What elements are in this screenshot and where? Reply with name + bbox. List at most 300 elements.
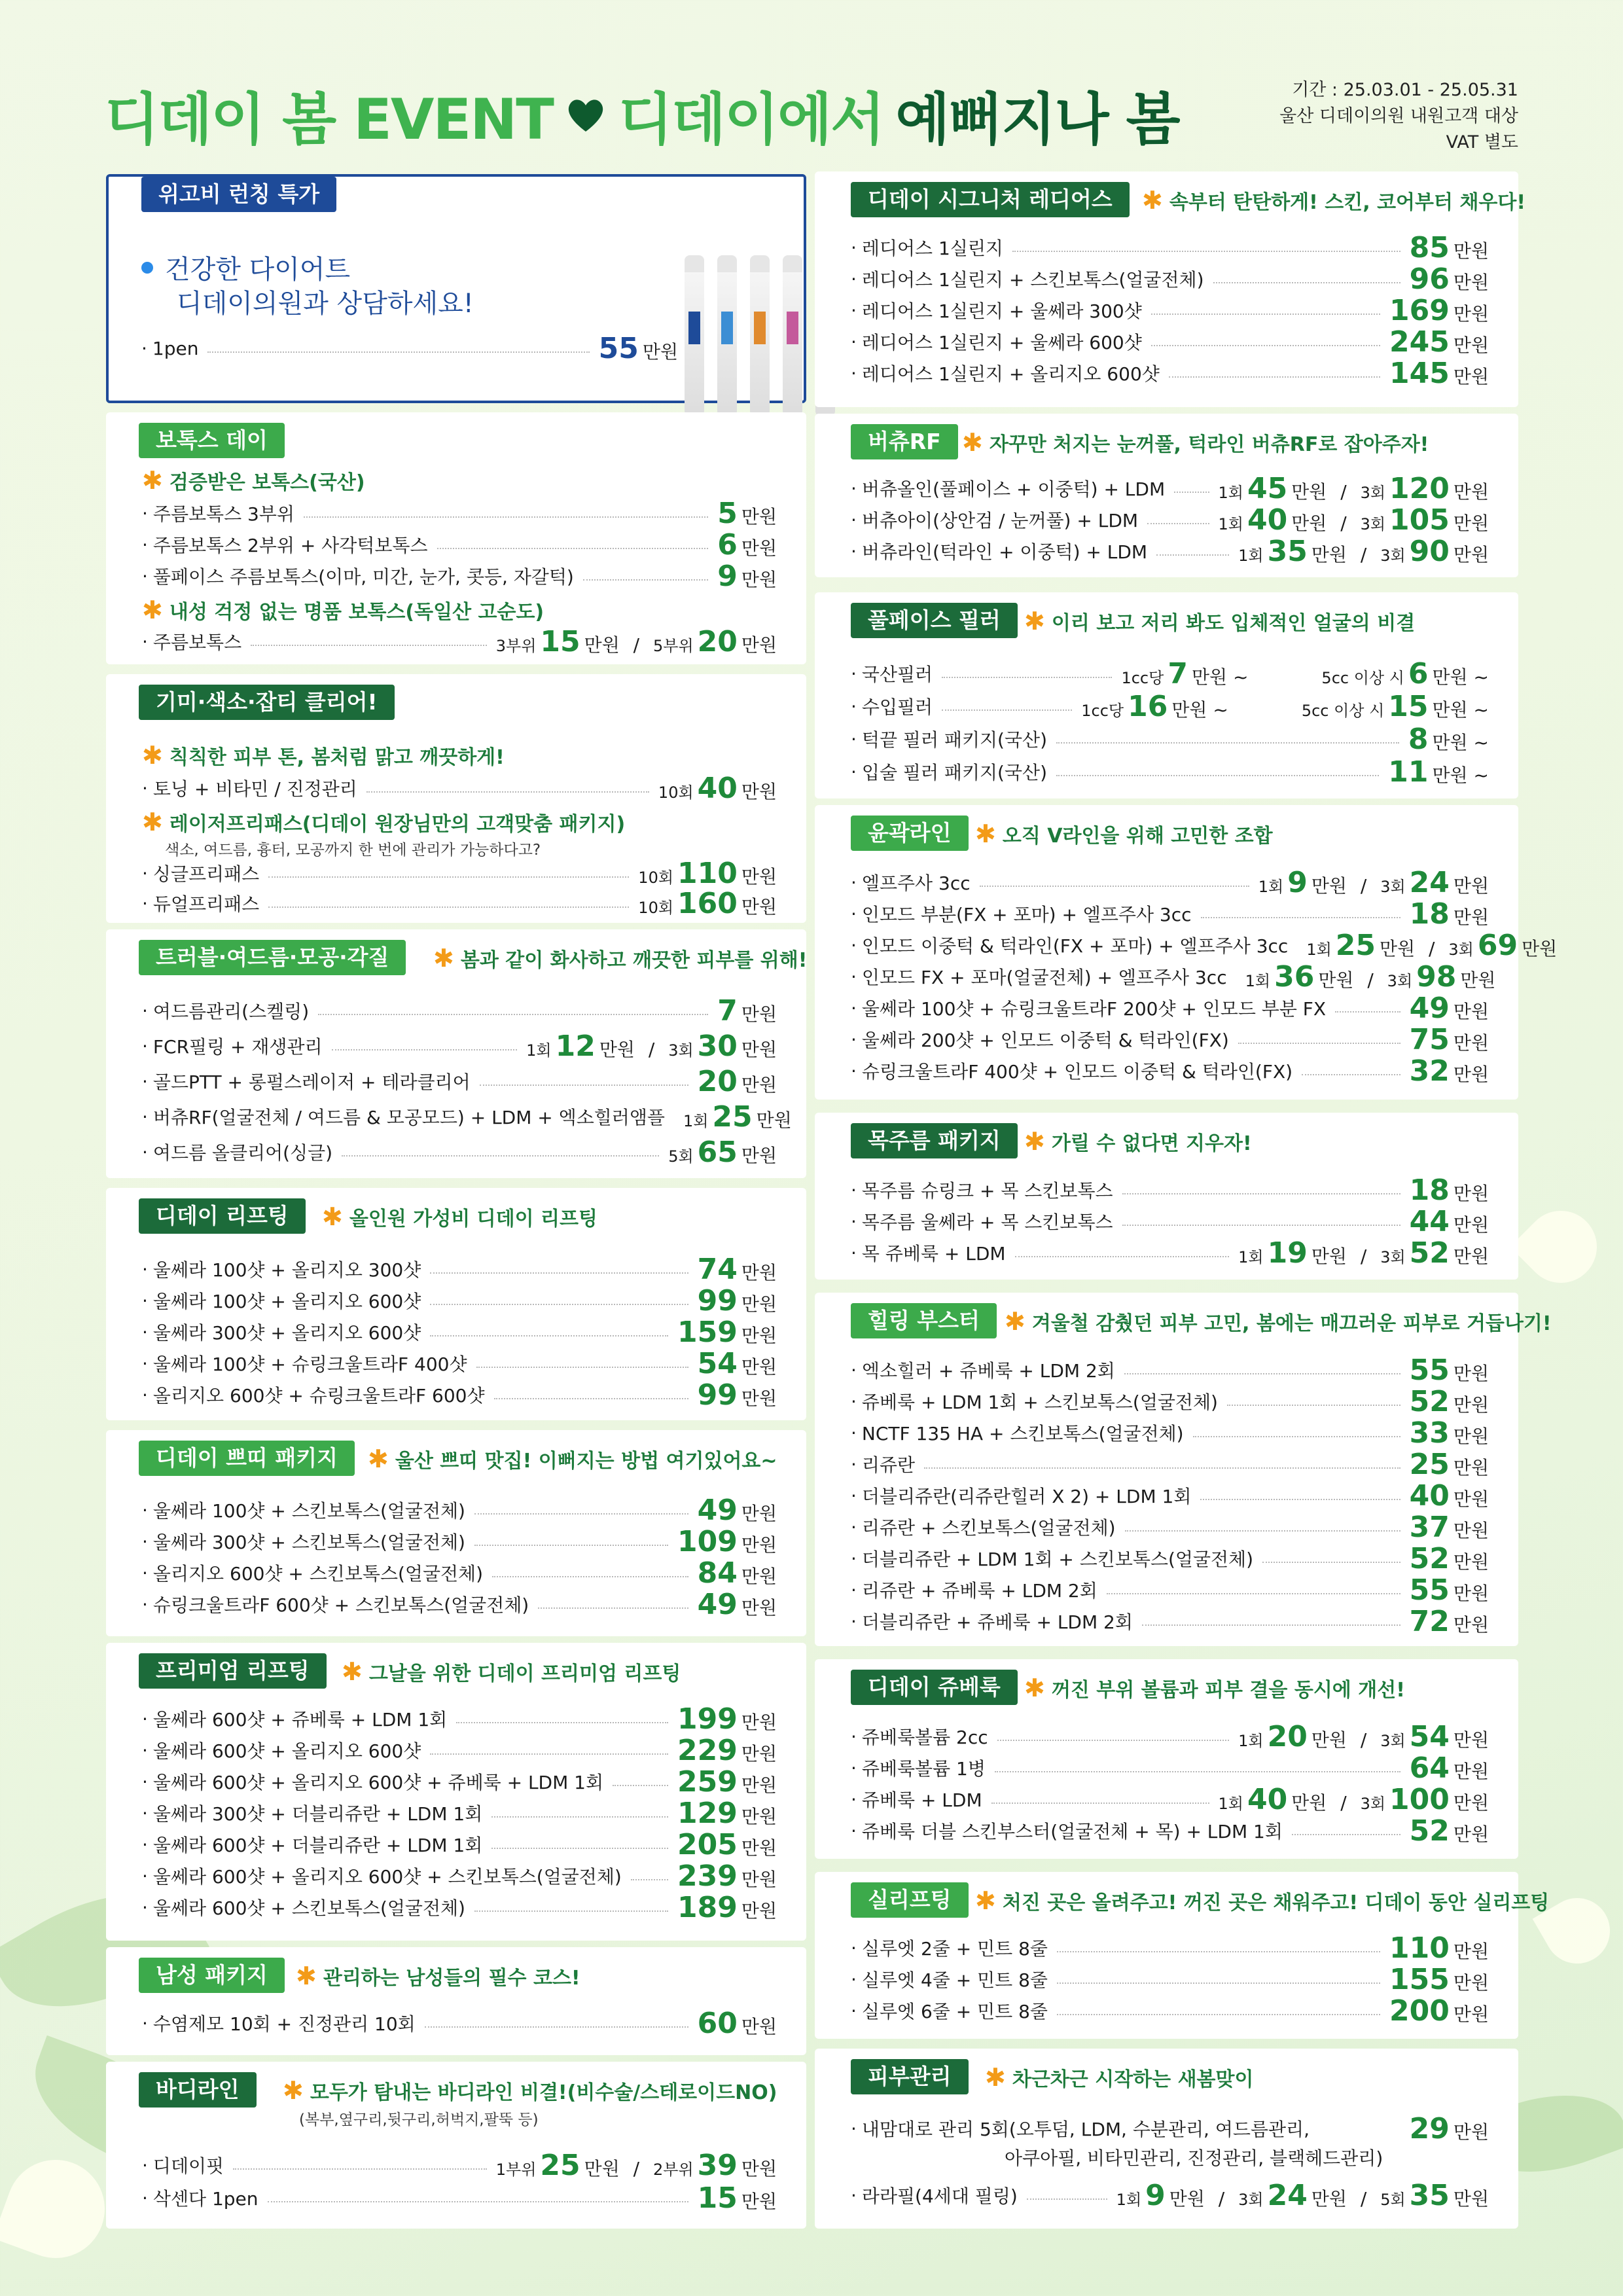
price-unit: / [1360, 1245, 1367, 1267]
juvelook-panel [815, 1659, 1518, 1859]
trouble-header: 트러블·여드름·모공·각질 [139, 940, 406, 975]
price-unit [624, 634, 630, 656]
star-icon: ✱ [975, 819, 996, 848]
pretty-panel [106, 1430, 806, 1636]
leader-dots [924, 1467, 1400, 1469]
period-dates: 기간 : 25.03.01 - 25.05.31 [1292, 80, 1518, 100]
price-value: 245 [1389, 325, 1450, 359]
healing-sub [1005, 1307, 1552, 1336]
leader-dots [1124, 1373, 1400, 1374]
price-group [677, 1525, 777, 1558]
item-name: 턱끝 필러 패키지(국산) [861, 729, 1047, 751]
text: 레이저프리패스(디데이 원장님만의 고객맞춤 패키지) [169, 813, 626, 836]
lifting-panel [106, 1188, 806, 1420]
bullet: · [851, 1579, 857, 1601]
premium-header: 프리미엄 리프팅 [139, 1653, 327, 1689]
price-value: 129 [677, 1796, 738, 1830]
price-value: 229 [677, 1733, 738, 1767]
price-option: 3회 [1380, 1731, 1406, 1750]
item-name: 쥬베룩 + LDM 1회 + 스킨보톡스(얼굴전체) [861, 1391, 1218, 1413]
bullet: · [142, 1035, 148, 1057]
thread-item [851, 1932, 1489, 1964]
healing-item [851, 1574, 1489, 1605]
price-unit: 만원 [1453, 1213, 1489, 1236]
wegovy-line1: 건강한 다이어트 [165, 255, 351, 285]
price-unit: 만원 [741, 1502, 777, 1524]
price-option: 1cc당 [1121, 668, 1164, 687]
price-unit: 만원 [1453, 1519, 1489, 1541]
leader-dots [1057, 1982, 1380, 1984]
price-value: 65 [697, 1135, 738, 1169]
price-group [698, 2181, 777, 2215]
price-value: 200 [1389, 1994, 1450, 2028]
bullet: · [851, 1060, 857, 1082]
bullet: · [851, 1547, 857, 1570]
price-option: 3회 [1238, 2190, 1264, 2209]
price-unit [1370, 1246, 1376, 1267]
price-value: 99 [697, 1378, 738, 1412]
text: 봄과 같이 화사하고 깨끗한 피부를 위해! [460, 949, 808, 972]
price-unit [1370, 875, 1376, 897]
price-unit: 만원 [1460, 969, 1496, 991]
thread-panel [815, 1872, 1550, 2039]
price-unit [1351, 1792, 1357, 1814]
neck-item [851, 1237, 1489, 1268]
item-name: 울쎄라 600샷 + 스킨보톡스(얼굴전체) [152, 1897, 465, 1919]
price-unit [624, 2158, 630, 2179]
text: 그날을 위한 디데이 프리미엄 리프팅 [368, 1662, 681, 1685]
text: 차근차근 시작하는 새봄맞이 [1012, 2068, 1254, 2091]
bullet: · [851, 871, 857, 893]
bullet: · [141, 337, 147, 359]
price-group [1410, 1751, 1489, 1785]
title-part3: 예뻐지나 봄 [895, 87, 1179, 152]
leader-dots [456, 1722, 668, 1723]
thread-item [851, 1995, 1489, 2026]
leader-dots [1238, 1043, 1400, 1044]
price-unit: 만원 [1453, 334, 1489, 356]
price-value: 40 [1247, 1782, 1288, 1816]
item-name: 올리지오 600샷 + 슈링크울트라F 600샷 [152, 1385, 485, 1407]
item-name: 실루엣 2줄 + 민트 8줄 [861, 1938, 1048, 1960]
price-value: 9 [717, 559, 738, 593]
price-unit: 만원 ~ [1432, 764, 1489, 786]
leader-dots [1122, 1225, 1400, 1226]
contour-sub [975, 819, 1273, 848]
item-name: 국산필러 [861, 664, 933, 685]
radiesse-panel [815, 171, 1526, 407]
wegovy-item [141, 332, 678, 364]
price-value: 8 [1408, 722, 1429, 756]
price-unit: / [1360, 1729, 1367, 1751]
spot-sub1 [142, 741, 505, 770]
botox-panel [106, 412, 806, 664]
bullet: · [142, 2154, 148, 2176]
price-group [698, 1284, 777, 1318]
price-unit [1330, 481, 1336, 503]
contour-header: 윤곽라인 [851, 816, 969, 851]
neck-item [851, 1174, 1489, 1206]
item-name: 울쎄라 100샷 + 스킨보톡스(얼굴전체) [152, 1500, 465, 1522]
price-value: 105 [1389, 503, 1450, 537]
star-icon: ✱ [142, 808, 163, 836]
price-value: 160 [677, 886, 738, 920]
leader-dots [207, 351, 589, 353]
bullet: · [851, 1725, 857, 1748]
bullet: · [851, 1242, 857, 1264]
item-name: 울쎄라 100샷 + 올리지오 300샷 [152, 1259, 421, 1281]
bullet: · [851, 1484, 857, 1507]
bullet: · [142, 502, 148, 524]
price-unit: 만원 [741, 1899, 777, 1922]
price-value: 35 [1267, 534, 1308, 568]
leader-dots [268, 2201, 688, 2202]
contour-item [851, 1055, 1489, 1086]
item-name: 주름보톡스 2부위 + 사각턱보톡스 [152, 535, 428, 556]
price-value: 52 [1409, 1541, 1450, 1575]
bullet: · [142, 862, 148, 884]
item-name: 싱글프리패스 [152, 863, 260, 885]
bullet: · [142, 1105, 148, 1128]
period-vat: VAT 별도 [1446, 132, 1518, 152]
star-icon: ✱ [975, 1886, 996, 1915]
price-value: 60 [697, 2006, 738, 2040]
item-name: 레디어스 1실린지 [861, 238, 1003, 259]
item-name: 슈링크울트라F 400샷 + 인모드 이중턱 & 턱라인(FX) [861, 1061, 1293, 1083]
price-unit: 만원 [1453, 2187, 1489, 2210]
bullet: · [851, 1453, 857, 1475]
title-part2: 디데이에서 [618, 87, 884, 152]
leader-dots [476, 1367, 688, 1368]
price-unit [1330, 1792, 1336, 1814]
price-group [1410, 897, 1489, 931]
price-value: 52 [1409, 1384, 1450, 1418]
price-value: 239 [677, 1859, 738, 1893]
price-value: 199 [677, 1702, 738, 1736]
virtue-panel [815, 414, 1518, 577]
price-unit: 만원 [741, 1293, 777, 1315]
price-unit: 만원 [1453, 1393, 1489, 1416]
trouble-item [142, 1136, 777, 1168]
star-icon: ✱ [433, 944, 454, 973]
item-name: 울쎄라 100샷 + 올리지오 600샷 [152, 1291, 421, 1312]
virtue-item [851, 535, 1489, 567]
price-unit: 만원 [741, 895, 777, 918]
pen-image [783, 255, 802, 416]
premium-item [142, 1766, 777, 1797]
neck-item [851, 1206, 1489, 1237]
price-unit: 만원 [741, 1324, 777, 1346]
price-value: 74 [697, 1252, 738, 1286]
price-group [1306, 929, 1557, 962]
price-group [1410, 1814, 1489, 1848]
price-value: 120 [1389, 471, 1450, 505]
bullet: · [142, 1739, 148, 1761]
item-name: 버츄RF(얼굴전체 / 여드름 & 모공모드) + LDM + 엑소힐러앰플 [152, 1107, 665, 1128]
leader-dots [1227, 1405, 1400, 1406]
price-value: 12 [555, 1029, 596, 1063]
price-group [698, 1253, 777, 1286]
premium-item [142, 1892, 777, 1923]
price-unit: 만원 [741, 1837, 777, 1859]
juvelook-sub [1024, 1674, 1405, 1702]
item-name: 리쥬란 + 쥬베룩 + LDM 2회 [861, 1580, 1097, 1602]
price-group [1410, 1542, 1489, 1575]
title-part1: 디데이 봄 EVENT [105, 87, 553, 152]
radiesse-item [851, 326, 1489, 357]
price-value: 49 [697, 1493, 738, 1527]
price-option: 5부위 [653, 636, 694, 655]
contour-item [851, 992, 1489, 1024]
body-header: 바디라인 [139, 2072, 257, 2108]
item-name: 주름보톡스 3부위 [152, 503, 294, 525]
healing-item [851, 1448, 1489, 1480]
price-value: 15 [697, 2181, 738, 2215]
price-unit [643, 2158, 649, 2179]
price-value: 40 [697, 771, 738, 805]
price-value: 159 [677, 1315, 738, 1349]
price-unit: / [1367, 969, 1374, 991]
trouble-item [142, 995, 777, 1026]
price-unit: / [1360, 2187, 1367, 2210]
price-option: 2부위 [653, 2160, 694, 2179]
price-option: 1회 [1218, 1794, 1243, 1813]
lifting-item [142, 1348, 777, 1379]
price-unit: 만원 [1453, 1031, 1489, 1054]
price-option: 3회 [1360, 483, 1386, 502]
price-group [698, 1588, 777, 1621]
leader-dots [251, 645, 487, 646]
price-unit: 만원 [642, 340, 678, 363]
spot-header: 기미·색소·잡티 클리어! [139, 685, 395, 720]
price-option: 10회 [638, 868, 674, 887]
price-value: 35 [1409, 2178, 1450, 2212]
item-name: 더블리쥬란 + LDM 1회 + 스킨보톡스(얼굴전체) [861, 1549, 1254, 1570]
item-name: 인모드 FX + 포마(얼굴전체) + 엘프주사 3cc [861, 967, 1227, 988]
price-value: 52 [1409, 1814, 1450, 1848]
botox-item [142, 560, 777, 592]
price-unit [1351, 2188, 1357, 2210]
item-name: 여드름 올클리어(싱글) [152, 1142, 333, 1164]
price-value: 32 [1409, 1054, 1450, 1088]
leader-dots [583, 579, 708, 581]
item-name: 라라필(4세대 필링) [861, 2185, 1018, 2207]
leader-dots [430, 1335, 668, 1336]
price-option: 1회 [1238, 546, 1264, 565]
price-value: 55 [1409, 1573, 1450, 1607]
lifting-header: 디데이 리프팅 [139, 1198, 306, 1234]
price-group [1219, 503, 1489, 537]
contour-item [851, 898, 1489, 929]
price-group [1081, 690, 1489, 723]
bullet: · [851, 362, 857, 384]
leader-dots [268, 906, 629, 908]
bullet: · [142, 1593, 148, 1615]
contour-panel [815, 805, 1558, 1100]
price-value: 55 [1409, 1353, 1450, 1387]
pretty-item [142, 1494, 777, 1526]
price-unit: 만원 [1453, 1551, 1489, 1573]
price-value: 9 [1287, 865, 1308, 899]
spot-item [142, 888, 777, 919]
neck-header: 목주름 패키지 [851, 1123, 1018, 1158]
virtue-item [851, 473, 1489, 504]
virtue-item [851, 504, 1489, 535]
healing-item [851, 1417, 1489, 1448]
men-sub [296, 1962, 580, 1990]
contour-item [851, 960, 1496, 994]
spot-item [142, 857, 777, 889]
price-value: 69 [1477, 928, 1518, 962]
bullet: · [851, 728, 857, 750]
price-group [698, 1065, 777, 1098]
price-unit: 만원 [1453, 1791, 1489, 1814]
price-option: 1회 [683, 1111, 709, 1130]
price-value: 36 [1274, 960, 1315, 994]
item-name: 레디어스 1실린지 + 스킨보톡스(얼굴전체) [861, 269, 1204, 291]
premium-item [142, 1734, 777, 1766]
item-name: 쥬베룩 더블 스킨부스터(얼굴전체 + 목) + LDM 1회 [861, 1821, 1283, 1842]
bullet: · [142, 533, 148, 556]
price-unit: 만원 [1453, 271, 1489, 293]
filler-item [851, 658, 1489, 689]
item-name: 울쎄라 600샷 + 올리지오 600샷 + 쥬베룩 + LDM 1회 [152, 1772, 604, 1793]
price-group [717, 560, 777, 593]
virtue-sub [962, 428, 1429, 457]
price-group [1410, 1023, 1489, 1056]
bullet: · [142, 630, 148, 653]
leader-dots [1156, 554, 1229, 556]
item-name: 버츄아이(상안검 / 눈꺼풀) + LDM [861, 510, 1139, 531]
item-name: 올리지오 600샷 + 스킨보톡스(얼굴전체) [152, 1563, 484, 1585]
skin-item-cont: 아쿠아필, 비타민관리, 진정관리, 블랙헤드관리) [1005, 2147, 1383, 2169]
virtue-header: 버츄RF [851, 424, 958, 459]
price-unit: 만원 [1453, 1613, 1489, 1636]
price-option: 1회 [1306, 940, 1332, 959]
bullet: · [851, 331, 857, 353]
leader-dots [631, 1879, 668, 1880]
price-unit [1357, 969, 1363, 991]
price-group [668, 1136, 777, 1169]
item-name: 골드PTT + 롱펄스레이저 + 테라클리어 [152, 1071, 471, 1093]
price-unit: / [633, 634, 640, 656]
item-name: 디데이핏 [152, 2155, 224, 2177]
leader-dots [1292, 1834, 1400, 1835]
star-icon: ✱ [322, 1202, 343, 1231]
skin-item [851, 2113, 1489, 2144]
price-option: 3회 [1360, 514, 1386, 533]
price-option: 5회 [668, 1147, 694, 1166]
juvelook-header: 디데이 쥬베룩 [851, 1670, 1018, 1705]
price-unit: 만원 [741, 1073, 777, 1096]
price-group [1238, 1720, 1489, 1753]
item-name: 레디어스 1실린지 + 울쎄라 300샷 [861, 300, 1142, 322]
price-group [1410, 1479, 1489, 1513]
item-name: 쥬베룩볼륨 2cc [861, 1727, 988, 1748]
bullet: · [851, 2000, 857, 2022]
price-unit: 만원 [741, 1742, 777, 1765]
pen-images [685, 255, 835, 416]
price-unit: 만원 [741, 1387, 777, 1409]
star-icon: ✱ [142, 741, 163, 770]
star-icon: ✱ [1024, 1674, 1045, 1702]
price-unit [1419, 938, 1425, 960]
bullet: · [142, 1770, 148, 1793]
item-name: 내맘대로 관리 5회(오투덤, LDM, 수분관리, 여드름관리, [861, 2119, 1310, 2140]
price-option: 3회 [1380, 1247, 1406, 1266]
price-value: 205 [677, 1827, 738, 1861]
price-unit: 만원 [741, 1261, 777, 1283]
leader-dots [1151, 345, 1380, 346]
price-value: 40 [1247, 503, 1288, 537]
item-name: 듀얼프리패스 [152, 893, 260, 915]
botox-item [142, 497, 777, 529]
price-unit: / [1360, 874, 1367, 897]
bullet: · [851, 2117, 857, 2140]
price-group [677, 1316, 777, 1349]
price-unit: 만원 [741, 1805, 777, 1827]
star-icon: ✱ [283, 2076, 304, 2105]
filler-item [851, 756, 1489, 787]
bullet: · [142, 1562, 148, 1584]
bullet: · [851, 695, 857, 717]
price-group [698, 1556, 777, 1590]
juvelook-item [851, 1752, 1489, 1784]
premium-panel [106, 1643, 806, 1941]
star-icon: ✱ [368, 1444, 389, 1473]
leader-dots [1122, 1193, 1400, 1194]
price-group [1410, 1448, 1489, 1481]
price-unit: 만원 [584, 634, 620, 656]
price-unit: 만원 [741, 865, 777, 888]
body-panel [106, 2062, 806, 2229]
text: 자꾸만 처지는 눈꺼풀, 턱라인 버츄RF로 잡아주자! [989, 433, 1429, 456]
price-unit: 만원 [1453, 1760, 1489, 1782]
price-option: 3회 [1387, 971, 1413, 990]
price-value: 75 [1409, 1022, 1450, 1056]
leader-dots [492, 1576, 688, 1577]
price-value: 15 [540, 624, 580, 658]
price-unit: 만원 ~ [1432, 666, 1489, 688]
item-name: 울쎄라 200샷 + 인모드 이중턱 & 턱라인(FX) [861, 1030, 1229, 1051]
leader-dots [1169, 376, 1380, 378]
heart-icon [565, 94, 607, 135]
item-name: 입술 필러 패키지(국산) [861, 762, 1047, 783]
leader-dots [1057, 1951, 1380, 1952]
leader-dots [942, 709, 1072, 711]
premium-item [142, 1860, 777, 1892]
price-unit: 만원 [1291, 512, 1327, 534]
price-unit: 만원 [1453, 302, 1489, 325]
price-value: 52 [1409, 1236, 1450, 1270]
star-icon: ✱ [1142, 186, 1163, 215]
radiesse-item [851, 357, 1489, 389]
leader-dots [995, 1771, 1400, 1772]
price-option: 5cc 이상 시 [1301, 701, 1385, 720]
price-group [698, 2007, 777, 2040]
item-name: 1pen [152, 337, 199, 359]
spot-note: 색소, 여드름, 흉터, 모공까지 한 번에 관리가 가능하다고? [165, 842, 541, 859]
price-unit: 만원 ~ [1432, 731, 1489, 753]
bullet: · [142, 1384, 148, 1406]
price-unit: 만원 [1291, 480, 1327, 503]
leader-dots [1015, 1256, 1230, 1257]
price-value: 20 [697, 1064, 738, 1098]
item-name: 목주름 울쎄라 + 목 스킨보톡스 [861, 1211, 1113, 1233]
filler-item [851, 723, 1489, 755]
item-name: 울쎄라 300샷 + 더블리쥬란 + LDM 1회 [152, 1803, 483, 1825]
price-unit: 만원 [1311, 1729, 1347, 1751]
